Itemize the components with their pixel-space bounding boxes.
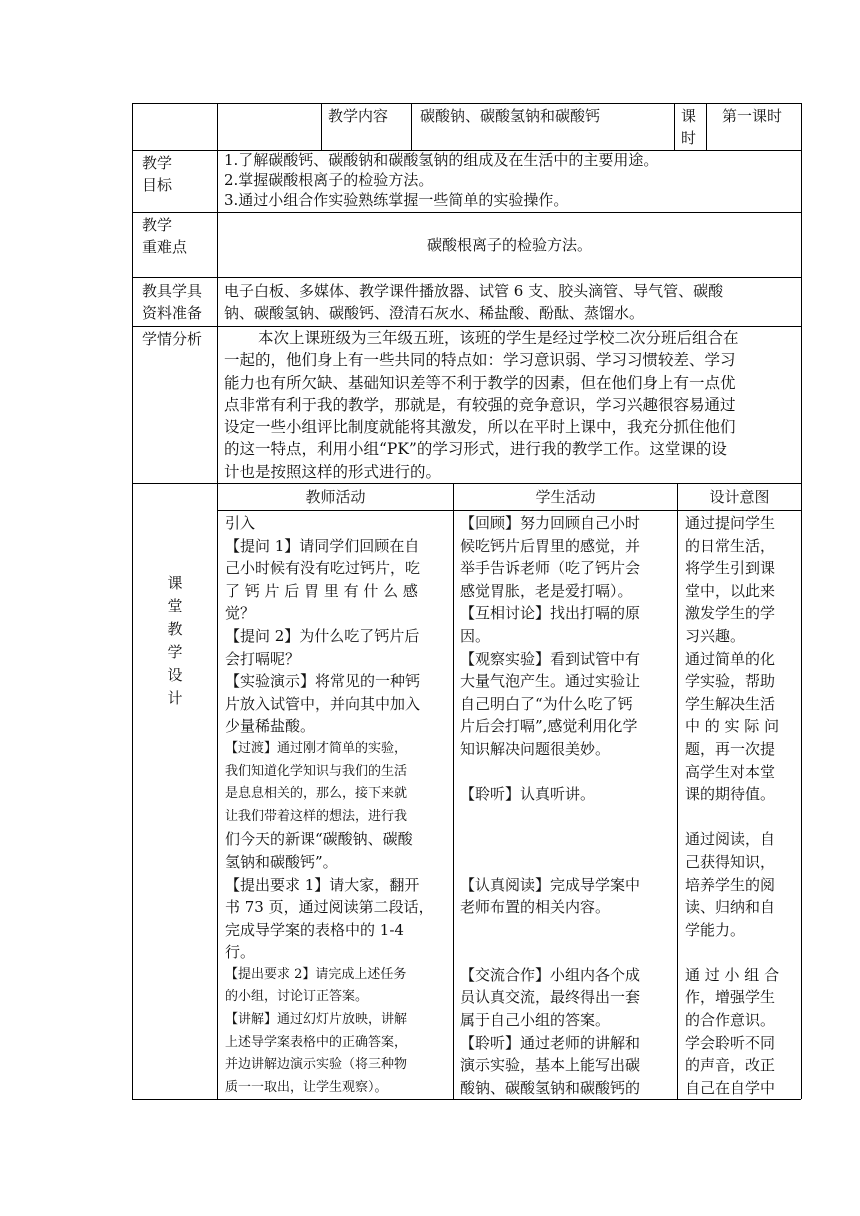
activity-line: 【聆听】认真听讲。 bbox=[460, 785, 596, 804]
activity-line: 【实验演示】将常见的一种钙 bbox=[225, 672, 421, 691]
activity-line: 我们知道化学知识与我们的生活 bbox=[225, 763, 408, 779]
materials-label-1: 教具学具 bbox=[142, 282, 203, 300]
goals-list bbox=[224, 150, 798, 210]
analysis-row-bottom bbox=[132, 483, 801, 484]
activity-line: 习兴趣。 bbox=[685, 626, 746, 645]
activity-line: 堂中，以此来 bbox=[685, 581, 776, 600]
activity-line: 【提问 1】请同学们回顾在自 bbox=[225, 536, 420, 555]
materials-line-2: 钠、碳酸氢钠、碳酸钙、澄清石灰水、稀盐酸、酚酞、蒸馏水。 bbox=[224, 304, 645, 322]
table-border-top bbox=[132, 103, 801, 104]
activity-line: 了 钙 片 后 胃 里 有 什 么 感 bbox=[225, 581, 418, 600]
analysis-line: 计也是按照这样的形式进行的。 bbox=[224, 462, 442, 481]
label-column-divider bbox=[217, 150, 218, 1099]
design-intent-column bbox=[685, 512, 799, 1099]
col-header-intent: 设计意图 bbox=[709, 488, 770, 506]
teacher-student-divider bbox=[453, 483, 454, 1099]
period-label-2: 时 bbox=[681, 129, 697, 147]
activity-line: 引入 bbox=[225, 514, 256, 532]
activity-line: 自己明白了“为什么吃了钙 bbox=[460, 694, 633, 713]
header-right-border bbox=[801, 103, 802, 150]
activity-line: 行。 bbox=[225, 943, 256, 962]
activity-line bbox=[460, 806, 675, 829]
design-label-char: 计 bbox=[167, 689, 183, 707]
goals-row-bottom bbox=[132, 212, 801, 213]
activity-line: 【互相讨论】找出打嗝的原 bbox=[460, 604, 641, 623]
activity-line: 课的期待值。 bbox=[685, 785, 776, 804]
content-label: 教学内容 bbox=[328, 107, 389, 125]
period-label-1: 课 bbox=[681, 107, 697, 125]
activity-line: 员认真交流，最终得出一套 bbox=[460, 988, 641, 1007]
activity-line: 的合作意识。 bbox=[685, 1011, 776, 1030]
activity-line bbox=[460, 761, 675, 784]
activity-line: 自己在自学中 bbox=[685, 1078, 776, 1097]
activity-line: 举手告诉老师（吃了钙片会 bbox=[460, 559, 641, 578]
activity-line bbox=[685, 941, 799, 964]
activity-line: 中 的 实 际 问 bbox=[685, 717, 780, 736]
period-value: 第一课时 bbox=[722, 107, 783, 125]
activity-line: 演示实验，基本上能写出碳 bbox=[460, 1056, 641, 1075]
activity-line: 氢钠和碳酸钙”。 bbox=[225, 852, 338, 871]
header-divider-3 bbox=[411, 103, 412, 150]
analysis-line: 设定一些小组评比制度就能将其激发，所以在平时上课中，我充分抓住他们 bbox=[224, 418, 736, 437]
goal-item: 1.了解碳酸钙、碳酸钠和碳酸氢钠的组成及在生活中的主要用途。 bbox=[224, 151, 659, 169]
activity-line: 己小时候有没有吃过钙片，吃 bbox=[225, 559, 421, 578]
activity-line: 感觉胃胀，老是爱打嗝）。 bbox=[460, 581, 633, 600]
activity-line: 酸钠、碳酸氢钠和碳酸钙的 bbox=[460, 1078, 641, 1097]
activity-line: 的声音，改正 bbox=[685, 1056, 776, 1075]
materials-line-1: 电子白板、多媒体、教学课件播放器、试管 6 支、胶头滴管、导气管、碳酸 bbox=[224, 282, 724, 300]
activity-line: 通 过 小 组 合 bbox=[685, 965, 780, 984]
content-value: 碳酸钠、碳酸氢钠和碳酸钙 bbox=[420, 107, 601, 125]
design-label-char: 学 bbox=[167, 643, 183, 661]
analysis-text bbox=[224, 327, 798, 483]
activity-line: 【认真阅读】完成导学案中 bbox=[460, 875, 641, 894]
activity-line: 候吃钙片后胃里的感觉，并 bbox=[460, 536, 641, 555]
activity-line: 的小组，讨论订正答案。 bbox=[225, 989, 369, 1005]
header-divider-5 bbox=[706, 103, 707, 150]
activity-line: 少量稀盐酸。 bbox=[225, 717, 316, 736]
activity-line: 【聆听】通过老师的讲解和 bbox=[460, 1033, 641, 1052]
activity-line: 属于自己小组的答案。 bbox=[460, 1011, 611, 1030]
activity-line bbox=[460, 919, 675, 942]
student-activity-column bbox=[460, 512, 675, 1099]
activity-line: 通过简单的化 bbox=[685, 649, 776, 668]
activity-line: 是息息相关的，那么，接下来就 bbox=[225, 786, 408, 802]
goals-label-2: 目标 bbox=[142, 176, 173, 194]
activity-line: 们今天的新课“碳酸钠、碳酸 bbox=[225, 830, 413, 849]
analysis-label: 学情分析 bbox=[142, 330, 203, 348]
activity-line: 【讲解】通过幻灯片放映，讲解 bbox=[225, 1012, 408, 1028]
design-label-char: 设 bbox=[167, 666, 183, 684]
header-divider-4 bbox=[674, 103, 675, 150]
activity-line: 【观察实验】看到试管中有 bbox=[460, 649, 641, 668]
activity-line: 上述导学案表格中的正确答案， bbox=[225, 1034, 408, 1050]
design-label-char: 课 bbox=[167, 574, 183, 592]
activity-line: 觉？ bbox=[225, 604, 256, 623]
activity-line: 高学生对本堂 bbox=[685, 762, 776, 781]
header-divider-2 bbox=[321, 103, 322, 150]
activity-line: 作，增强学生 bbox=[685, 988, 776, 1007]
activity-line: 学会聆听不同 bbox=[685, 1033, 776, 1052]
activity-line: 的日常生活， bbox=[685, 536, 776, 555]
activity-line: 学能力。 bbox=[685, 920, 746, 939]
design-header-bottom bbox=[217, 510, 801, 511]
table-right-border bbox=[801, 150, 802, 1099]
materials-label-2: 资料准备 bbox=[142, 304, 203, 322]
activity-line: 读、归纳和自 bbox=[685, 898, 776, 917]
activity-line bbox=[460, 851, 675, 874]
activity-line: 让我们带着这样的想法，进行我 bbox=[225, 808, 408, 824]
analysis-line: 本次上课班级为三年级五班，该班的学生是经过学校二次分班后组合在 bbox=[258, 329, 739, 347]
activity-line: 【提出要求 1】请大家，翻开 bbox=[225, 875, 420, 894]
student-intent-divider bbox=[677, 483, 678, 1099]
goals-label-1: 教学 bbox=[142, 154, 173, 172]
analysis-line: 点非常有利于我的教学，那就是，有较强的竞争意识，学习兴趣很容易通过 bbox=[224, 395, 736, 414]
activity-line: 片后会打嗝”,感觉利用化学 bbox=[460, 717, 638, 736]
design-label-char: 教 bbox=[167, 620, 183, 638]
analysis-line: 一起的，他们身上有一些共同的特点如：学习意识弱、学习习惯较差、学习 bbox=[224, 351, 736, 370]
activity-line: 通过阅读，自 bbox=[685, 830, 776, 849]
keypoints-value: 碳酸根离子的检验方法。 bbox=[426, 236, 592, 254]
activity-line: 完成导学案的表格中的 1-4 bbox=[225, 920, 404, 939]
design-label bbox=[133, 572, 217, 710]
activity-line: 大量气泡产生。通过实验让 bbox=[460, 672, 641, 691]
col-header-student: 学生活动 bbox=[535, 488, 596, 506]
goal-item: 2.掌握碳酸根离子的检验方法。 bbox=[224, 171, 434, 189]
keypoints-label-1: 教学 bbox=[142, 216, 173, 234]
teacher-activity-column bbox=[225, 512, 451, 1099]
analysis-line: 能力也有所欠缺、基础知识差等不利于教学的因素，但在他们身上有一点优 bbox=[224, 373, 736, 392]
activity-line: 【交流合作】小组内各个成 bbox=[460, 965, 641, 984]
activity-line: 学实验，帮助 bbox=[685, 672, 776, 691]
activity-line: 【回顾】努力回顾自己小时 bbox=[460, 514, 641, 532]
activity-line: 【过渡】通过刚才简单的实验， bbox=[225, 740, 408, 756]
activity-line bbox=[460, 828, 675, 851]
activity-line: 己获得知识， bbox=[685, 852, 776, 871]
activity-line bbox=[685, 806, 799, 829]
activity-line: 会打嗝呢？ bbox=[225, 649, 301, 668]
activity-line: 将学生引到课 bbox=[685, 559, 776, 578]
keypoints-label-2: 重难点 bbox=[142, 238, 188, 256]
activity-line: 并边讲解边演示实验（将三种物 bbox=[225, 1057, 408, 1073]
activity-line: 老师布置的相关内容。 bbox=[460, 898, 611, 917]
activity-line: 因。 bbox=[460, 626, 491, 645]
activity-line: 激发学生的学 bbox=[685, 604, 776, 623]
design-label-char: 堂 bbox=[167, 597, 183, 615]
activity-line: 知识解决问题很美妙。 bbox=[460, 739, 611, 758]
col-header-teacher: 教师活动 bbox=[305, 488, 366, 506]
activity-line: 质一一取出，让学生观察）。 bbox=[225, 1079, 388, 1095]
activity-line: 【提出要求 2】请完成上述任务 bbox=[225, 966, 407, 982]
activity-line: 书 73 页，通过阅读第二段话， bbox=[225, 898, 434, 917]
keypoints-row-bottom bbox=[132, 277, 801, 278]
activity-line: 片放入试管中，并向其中加入 bbox=[225, 694, 421, 713]
activity-line: 题，再一次提 bbox=[685, 739, 776, 758]
activity-line: 培养学生的阅 bbox=[685, 875, 776, 894]
header-left-border bbox=[132, 103, 133, 150]
activity-line: 【提问 2】为什么吃了钙片后 bbox=[225, 626, 420, 645]
analysis-line: 的这一特点，利用小组“PK”的学习形式，进行我的教学工作。这堂课的设 bbox=[224, 440, 727, 459]
activity-line: 通过提问学生 bbox=[685, 514, 776, 532]
goal-item: 3.通过小组合作实验熟练掌握一些简单的实验操作。 bbox=[224, 191, 569, 209]
activity-line: 学生解决生活 bbox=[685, 694, 776, 713]
activity-line bbox=[460, 941, 675, 964]
header-divider-1 bbox=[217, 103, 218, 150]
